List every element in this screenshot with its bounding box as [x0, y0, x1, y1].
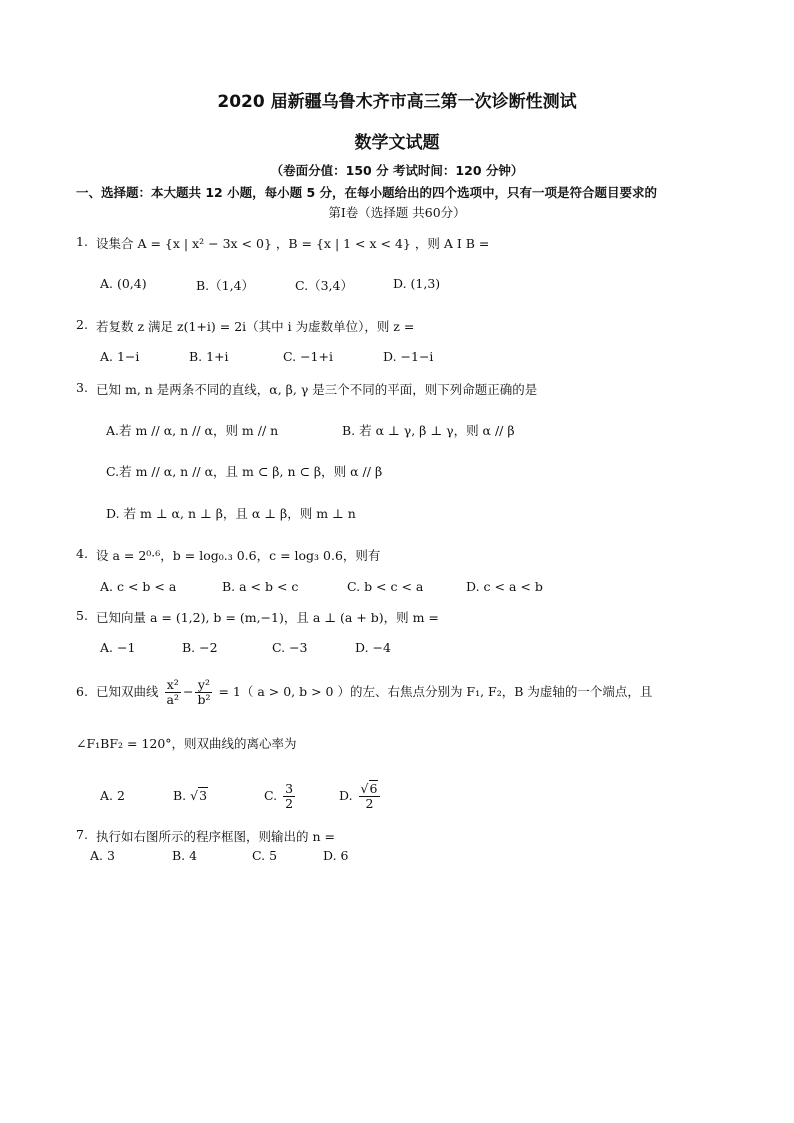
question-3-option-a: A.若 m // α, n // α，则 m // n — [106, 423, 279, 438]
question-3-option-c: C.若 m // α, n // α，且 m ⊂ β, n ⊂ β，则 α // β — [106, 464, 383, 479]
square-root: √6 — [360, 780, 378, 796]
question-6-stem-after: = 1（ a > 0, b > 0 ）的左、右焦点分别为 F₁, F₂，B 为虚轴的一个端点，且 — [218, 684, 653, 699]
fraction-x2-a2 — [165, 678, 181, 708]
question-6-stem-before: 已知双曲线 — [96, 684, 159, 699]
question-6-option-d — [339, 776, 382, 816]
question-5-stem: 已知向量 a = (1,2), b = (m,−1)，且 a ⊥ (a + b)，则 m = — [96, 610, 439, 625]
question-1-number: 1. — [76, 234, 88, 249]
question-6-option-c — [264, 776, 297, 816]
fraction-3-2 — [283, 782, 295, 812]
question-7-option-c: C. 5 — [252, 848, 278, 863]
question-6-number: 6. — [76, 684, 88, 699]
question-5-option-b: B. −2 — [182, 640, 218, 655]
question-7-option-b: B. 4 — [172, 848, 198, 863]
question-4-stem: 设 a = 2⁰·⁶，b = log₀.₃ 0.6，c = log₃ 0.6，则有 — [96, 548, 381, 563]
question-1-option-b: B.（1,4） — [196, 278, 255, 293]
question-3-number: 3. — [76, 380, 88, 395]
question-4-option-d: D. c < a < b — [466, 579, 543, 594]
radicand: 3 — [199, 788, 208, 803]
document-subtitle: 数学文试题 — [354, 133, 440, 153]
question-3-option-b: B. 若 α ⊥ γ, β ⊥ γ，则 α // β — [342, 423, 515, 438]
square-root: √3 — [190, 788, 208, 803]
option-label: B. — [173, 788, 187, 803]
question-4-option-a: A. c < b < a — [100, 579, 177, 594]
exam-info: （卷面分值：150 分 考试时间：120 分钟） — [270, 163, 524, 178]
question-5-option-a: A. −1 — [100, 640, 136, 655]
question-5-number: 5. — [76, 608, 88, 623]
document-title: 2020 届新疆乌鲁木齐市高三第一次诊断性测试 — [217, 92, 577, 112]
question-6-stem-line2: ∠F₁BF₂ = 120°，则双曲线的离心率为 — [76, 736, 297, 751]
fraction-denominator: a² — [166, 692, 179, 707]
fraction-denominator: b² — [197, 692, 211, 707]
question-5-option-c: C. −3 — [272, 640, 308, 655]
question-4-option-b: B. a < b < c — [222, 579, 299, 594]
question-4-number: 4. — [76, 546, 88, 561]
question-7-option-a: A. 3 — [90, 848, 115, 863]
question-7-option-d: D. 6 — [323, 848, 349, 863]
question-3-stem: 已知 m, n 是两条不同的直线，α, β, γ 是三个不同的平面，则下列命题正确的是 — [96, 382, 538, 397]
question-6-option-b — [173, 788, 208, 803]
fraction-sqrt6-2 — [359, 782, 381, 812]
question-5-option-d: D. −4 — [355, 640, 391, 655]
question-6-stem: 已知双曲线 $\frac{\text{x²}}{\text{a²}}$ − $\frac{\text{y²}}{\text{b²}}$ = 1（ a > 0, b > 0 ）的左、右焦点分别为 F₁, F₂，B 为虚轴的一个端点，且 — [96, 676, 653, 707]
question-6-option-a: A. 2 — [100, 788, 125, 803]
radicand: 6 — [369, 780, 378, 796]
fraction-numerator: 3 — [285, 780, 294, 796]
fraction-numerator — [359, 782, 381, 797]
fraction-y2-b2 — [195, 678, 212, 708]
question-1-option-a: A. (0,4) — [100, 276, 147, 291]
question-2-stem: 若复数 z 满足 z(1+i) = 2i（其中 i 为虚数单位），则 z = — [96, 319, 415, 334]
question-2-number: 2. — [76, 317, 88, 332]
question-1-option-c: C.（3,4） — [295, 278, 353, 293]
question-2-option-b: B. 1+i — [189, 349, 229, 364]
question-1-stem: 设集合 A = {x | x² − 3x < 0} ，B = {x | 1 < x < 4} ，则 A I B = — [96, 236, 490, 251]
option-label: C. — [264, 788, 278, 803]
question-7-number: 7. — [76, 827, 88, 842]
part-label: 第Ⅰ卷（选择题 共60分） — [328, 205, 466, 220]
question-2-option-a: A. 1−i — [100, 349, 140, 364]
fraction-denominator: 2 — [365, 796, 374, 811]
fraction-numerator: x² — [165, 678, 181, 693]
question-3-option-d: D. 若 m ⊥ α, n ⊥ β，且 α ⊥ β，则 m ⊥ n — [106, 506, 356, 521]
question-4-option-c: C. b < c < a — [347, 579, 424, 594]
question-7-stem: 执行如右图所示的程序框图，则输出的 n = — [96, 829, 335, 844]
option-label: D. — [339, 788, 353, 803]
question-2-option-c: C. −1+i — [283, 349, 333, 364]
fraction-numerator: y² — [195, 678, 212, 693]
question-2-option-d: D. −1−i — [383, 349, 434, 364]
fraction-denominator: 2 — [285, 796, 294, 811]
section-heading: 一、选择题：本大题共 12 小题，每小题 5 分，在每小题给出的四个选项中，只有一项是符合题目要求的 — [76, 185, 658, 200]
question-1-option-d: D. (1,3) — [393, 276, 441, 291]
